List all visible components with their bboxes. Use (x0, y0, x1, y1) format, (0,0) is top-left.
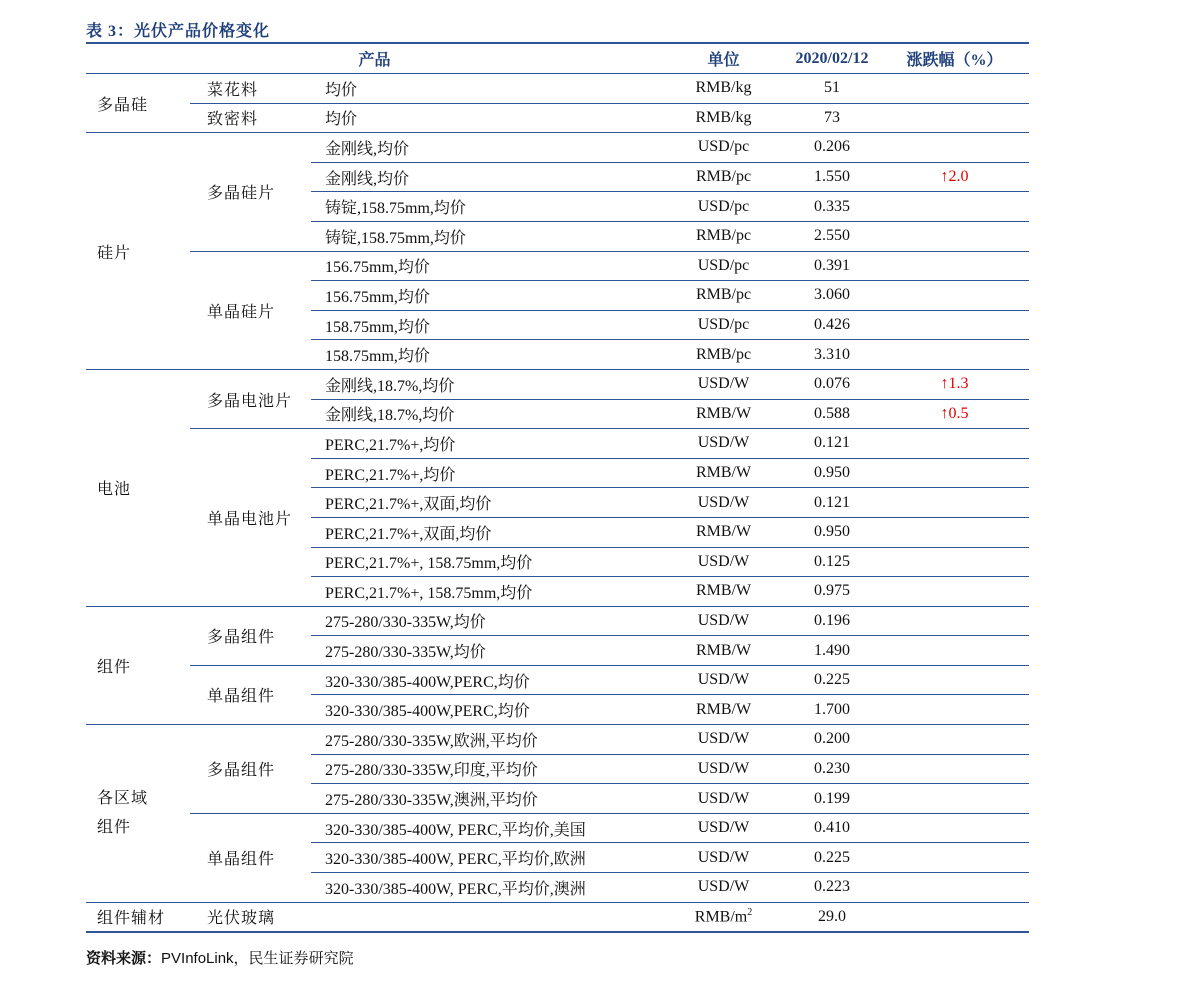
unit-cell: USD/W (663, 665, 784, 695)
spec-cell: PERC,21.7%+,均价 (311, 429, 663, 459)
price-cell: 0.196 (784, 606, 880, 636)
change-cell (880, 221, 1029, 251)
unit-cell: USD/W (663, 754, 784, 784)
spec-cell: 156.75mm,均价 (311, 281, 663, 311)
spec-cell: PERC,21.7%+, 158.75mm,均价 (311, 577, 663, 607)
table-row (86, 606, 1029, 636)
unit-cell: RMB/pc (663, 281, 784, 311)
spec-cell: 156.75mm,均价 (311, 251, 663, 281)
category-cell: 组件 (86, 606, 190, 724)
unit-cell: USD/W (663, 725, 784, 755)
unit-superscript: 2 (747, 907, 753, 919)
spec-cell: 275-280/330-335W,印度,平均价 (311, 754, 663, 784)
price-cell: 0.076 (784, 369, 880, 399)
change-cell (880, 606, 1029, 636)
change-cell (880, 281, 1029, 311)
price-cell: 0.426 (784, 310, 880, 340)
unit-cell: USD/pc (663, 133, 784, 163)
table-row (86, 902, 1029, 932)
price-cell: 0.335 (784, 192, 880, 222)
table-row (86, 665, 1029, 695)
subcategory-cell: 单晶组件 (190, 665, 311, 724)
price-cell: 1.700 (784, 695, 880, 725)
price-cell: 0.225 (784, 843, 880, 873)
unit-cell: USD/W (663, 429, 784, 459)
category-cell (86, 725, 190, 903)
change-cell (880, 192, 1029, 222)
price-cell: 0.588 (784, 399, 880, 429)
price-cell: 0.125 (784, 547, 880, 577)
change-cell (880, 488, 1029, 518)
subcategory-cell: 光伏玻璃 (190, 902, 311, 932)
change-cell (880, 251, 1029, 281)
subcategory-cell: 单晶电池片 (190, 429, 311, 607)
change-cell (880, 103, 1029, 133)
unit-cell: USD/W (663, 547, 784, 577)
spec-cell: PERC,21.7%+,均价 (311, 458, 663, 488)
subcategory-cell: 菜花料 (190, 74, 311, 104)
spec-cell: 320-330/385-400W, PERC,平均价,美国 (311, 813, 663, 843)
unit-cell: RMB/W (663, 399, 784, 429)
spec-cell: 320-330/385-400W, PERC,平均价,澳洲 (311, 873, 663, 903)
spec-cell: PERC,21.7%+, 158.75mm,均价 (311, 547, 663, 577)
unit-cell: USD/pc (663, 310, 784, 340)
price-cell: 0.975 (784, 577, 880, 607)
subcategory-cell: 多晶硅片 (190, 133, 311, 251)
price-cell: 0.121 (784, 488, 880, 518)
source-text: PVInfoLink，民生证券研究院 (161, 950, 354, 967)
price-cell: 0.950 (784, 517, 880, 547)
spec-cell: 铸锭,158.75mm,均价 (311, 192, 663, 222)
change-cell (880, 458, 1029, 488)
unit-cell: USD/W (663, 369, 784, 399)
source-label: 资料来源： (86, 950, 162, 967)
price-cell: 3.310 (784, 340, 880, 370)
unit-cell: USD/W (663, 873, 784, 903)
price-cell: 0.206 (784, 133, 880, 163)
change-cell (880, 636, 1029, 666)
unit-cell: RMB/pc (663, 221, 784, 251)
spec-cell: 金刚线,18.7%,均价 (311, 399, 663, 429)
unit-cell: USD/W (663, 784, 784, 814)
price-table (86, 44, 1029, 933)
subcategory-cell: 单晶组件 (190, 813, 311, 902)
unit-cell: RMB/W (663, 695, 784, 725)
header-product: 产品 (86, 44, 663, 74)
unit-cell: USD/pc (663, 251, 784, 281)
table-row (86, 429, 1029, 459)
spec-cell: 275-280/330-335W,均价 (311, 636, 663, 666)
spec-cell: 均价 (311, 103, 663, 133)
price-cell: 29.0 (784, 902, 880, 932)
price-cell: 3.060 (784, 281, 880, 311)
change-cell: ↑0.5 (880, 399, 1029, 429)
price-cell: 0.223 (784, 873, 880, 903)
unit-cell (663, 902, 784, 932)
spec-cell: 320-330/385-400W, PERC,平均价,欧洲 (311, 843, 663, 873)
change-cell (880, 665, 1029, 695)
subcategory-cell: 单晶硅片 (190, 251, 311, 369)
header-date: 2020/02/12 (784, 44, 880, 74)
change-cell (880, 547, 1029, 577)
price-cell: 1.490 (784, 636, 880, 666)
category-line-1: 各区域 (97, 790, 149, 808)
change-cell (880, 577, 1029, 607)
unit-cell: RMB/kg (663, 74, 784, 104)
unit-cell: RMB/pc (663, 162, 784, 192)
table-row (86, 251, 1029, 281)
change-cell (880, 784, 1029, 814)
spec-cell: 铸锭,158.75mm,均价 (311, 221, 663, 251)
spec-cell: 金刚线,均价 (311, 162, 663, 192)
change-cell (880, 133, 1029, 163)
spec-cell: 320-330/385-400W,PERC,均价 (311, 695, 663, 725)
category-cell: 多晶硅 (86, 74, 190, 133)
category-cell: 组件辅材 (86, 902, 190, 932)
change-cell: ↑1.3 (880, 369, 1029, 399)
change-cell (880, 429, 1029, 459)
unit-cell: USD/W (663, 813, 784, 843)
change-cell (880, 813, 1029, 843)
change-cell (880, 902, 1029, 932)
header-unit: 单位 (663, 44, 784, 74)
table-row (86, 103, 1029, 133)
price-cell: 1.550 (784, 162, 880, 192)
unit-cell: RMB/W (663, 577, 784, 607)
unit-cell: RMB/W (663, 636, 784, 666)
spec-cell: 均价 (311, 74, 663, 104)
spec-cell: PERC,21.7%+,双面,均价 (311, 517, 663, 547)
unit-cell: RMB/W (663, 517, 784, 547)
change-cell (880, 725, 1029, 755)
price-cell: 0.230 (784, 754, 880, 784)
price-cell: 0.199 (784, 784, 880, 814)
category-line-2: 组件 (97, 819, 132, 837)
category-cell: 电池 (86, 369, 190, 606)
price-cell: 2.550 (784, 221, 880, 251)
change-cell (880, 754, 1029, 784)
change-cell (880, 873, 1029, 903)
change-cell: ↑2.0 (880, 162, 1029, 192)
spec-cell: PERC,21.7%+,双面,均价 (311, 488, 663, 518)
table-row (86, 725, 1029, 755)
price-cell: 73 (784, 103, 880, 133)
table-title: 表 3：光伏产品价格变化 (86, 23, 271, 40)
spec-cell: 158.75mm,均价 (311, 340, 663, 370)
table-row (86, 74, 1029, 104)
category-cell: 硅片 (86, 133, 190, 370)
change-cell (880, 517, 1029, 547)
header-change: 涨跌幅（%） (880, 44, 1029, 74)
spec-cell: 158.75mm,均价 (311, 310, 663, 340)
spec-cell: 320-330/385-400W,PERC,均价 (311, 665, 663, 695)
price-cell: 0.391 (784, 251, 880, 281)
price-cell: 0.410 (784, 813, 880, 843)
change-cell (880, 340, 1029, 370)
subcategory-cell: 致密料 (190, 103, 311, 133)
change-cell (880, 843, 1029, 873)
spec-cell: 275-280/330-335W,均价 (311, 606, 663, 636)
unit-cell: USD/W (663, 488, 784, 518)
subcategory-cell: 多晶组件 (190, 606, 311, 665)
source-note (86, 947, 354, 968)
table-row (86, 133, 1029, 163)
spec-cell: 金刚线,均价 (311, 133, 663, 163)
subcategory-cell: 多晶电池片 (190, 369, 311, 428)
spec-cell: 275-280/330-335W,欧洲,平均价 (311, 725, 663, 755)
subcategory-cell: 多晶组件 (190, 725, 311, 814)
table-row (86, 813, 1029, 843)
spec-cell (311, 902, 663, 932)
unit-cell: USD/pc (663, 192, 784, 222)
header-row (86, 44, 1029, 74)
unit-cell: RMB/W (663, 458, 784, 488)
spec-cell: 金刚线,18.7%,均价 (311, 369, 663, 399)
unit-cell: RMB/pc (663, 340, 784, 370)
price-cell: 0.950 (784, 458, 880, 488)
spec-cell: 275-280/330-335W,澳洲,平均价 (311, 784, 663, 814)
unit-base: RMB/m (694, 908, 748, 926)
price-cell: 0.200 (784, 725, 880, 755)
change-cell (880, 695, 1029, 725)
change-cell (880, 74, 1029, 104)
change-cell (880, 310, 1029, 340)
price-cell: 51 (784, 74, 880, 104)
table-row (86, 369, 1029, 399)
unit-cell: USD/W (663, 843, 784, 873)
price-cell: 0.225 (784, 665, 880, 695)
price-cell: 0.121 (784, 429, 880, 459)
unit-cell: RMB/kg (663, 103, 784, 133)
unit-cell: USD/W (663, 606, 784, 636)
